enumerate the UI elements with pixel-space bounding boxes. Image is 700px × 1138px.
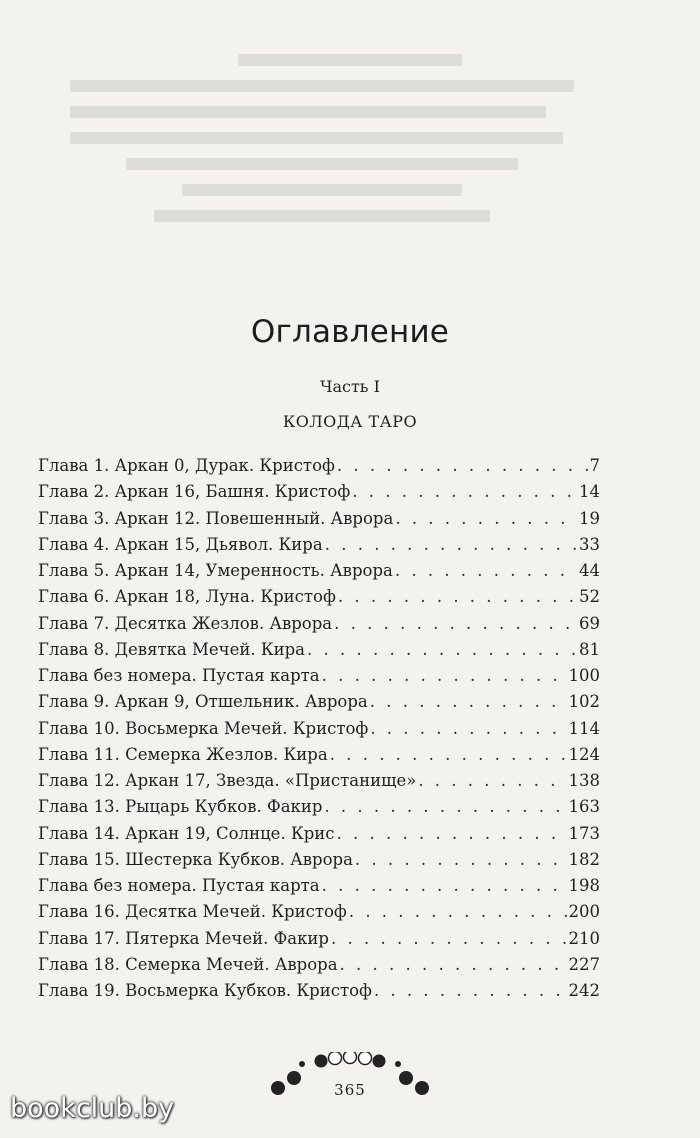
dot-leader bbox=[340, 955, 567, 974]
toc-entry bbox=[38, 587, 600, 613]
chapter-page: 33 bbox=[579, 534, 600, 554]
chapter-title: Глава 14. Аркан 19, Солнце. Крис bbox=[38, 823, 335, 843]
toc-entry bbox=[38, 902, 600, 928]
toc-entry bbox=[38, 955, 600, 981]
chapter-title: Глава без номера. Пустая карта bbox=[38, 666, 320, 685]
dot-leader bbox=[370, 692, 567, 711]
toc-entry bbox=[38, 640, 600, 666]
toc-entry bbox=[38, 535, 600, 561]
chapter-page: 200 bbox=[568, 902, 600, 922]
chapter-page: 19 bbox=[579, 508, 600, 528]
toc-entry bbox=[38, 850, 600, 876]
chapter-page: 182 bbox=[568, 849, 600, 869]
toc-entry bbox=[38, 509, 600, 535]
chapter-title: Глава 13. Рыцарь Кубков. Факир bbox=[38, 797, 323, 817]
chapter-title: Глава 10. Восьмерка Мечей. Кристоф bbox=[38, 718, 369, 738]
chapter-title: Глава 19. Восьмерка Кубков. Кристоф bbox=[38, 981, 372, 1000]
toc-entry bbox=[38, 561, 600, 587]
page-number: 365 bbox=[334, 1081, 366, 1099]
dot-leader bbox=[322, 666, 567, 685]
toc-entry bbox=[38, 614, 600, 640]
dot-leader bbox=[395, 561, 577, 580]
chapter-title: Глава 17. Пятерка Мечей. Факир bbox=[38, 928, 329, 948]
chapter-page: 227 bbox=[568, 954, 600, 974]
dot-leader bbox=[330, 745, 567, 764]
chapter-title: Глава 5. Аркан 14, Умеренность. Аврора bbox=[38, 561, 393, 580]
dot-leader bbox=[355, 850, 567, 869]
dot-leader bbox=[322, 876, 567, 895]
chapter-title: Глава 6. Аркан 18, Луна. Кристоф bbox=[38, 587, 336, 607]
toc-entry bbox=[38, 482, 600, 508]
chapter-title: Глава 4. Аркан 15, Дьявол. Кира bbox=[38, 534, 323, 554]
chapter-title: Глава 15. Шестерка Кубков. Аврора bbox=[38, 849, 353, 869]
chapter-title: Глава 2. Аркан 16, Башня. Кристоф bbox=[38, 482, 351, 502]
chapter-page: 173 bbox=[568, 823, 600, 843]
chapter-page: 138 bbox=[568, 771, 600, 790]
chapter-title: Глава 9. Аркан 9, Отшельник. Аврора bbox=[38, 692, 368, 712]
toc-entry bbox=[38, 876, 600, 902]
dot-leader bbox=[370, 719, 566, 738]
chapter-page: 81 bbox=[579, 639, 600, 659]
toc-entry bbox=[38, 797, 600, 823]
chapter-title: Глава 8. Девятка Мечей. Кира bbox=[38, 639, 305, 659]
dot-leader bbox=[337, 456, 588, 475]
site-watermark: bookclub.by bbox=[10, 1093, 175, 1124]
chapter-title: Глава 11. Семерка Жезлов. Кира bbox=[38, 744, 328, 764]
toc-entry bbox=[38, 824, 600, 850]
chapter-page: 52 bbox=[579, 587, 600, 607]
dot-leader bbox=[338, 587, 577, 606]
dot-leader bbox=[374, 981, 567, 1000]
section-heading: КОЛОДА ТАРО bbox=[282, 412, 418, 431]
chapter-page: 7 bbox=[589, 456, 600, 475]
dot-leader bbox=[418, 771, 566, 790]
chapter-page: 242 bbox=[568, 981, 600, 1000]
dot-leader bbox=[331, 929, 567, 948]
toc-entry bbox=[38, 456, 600, 482]
chapter-page: 69 bbox=[579, 613, 600, 633]
chapter-page: 100 bbox=[568, 666, 600, 685]
reverse-side-bleed-through bbox=[70, 40, 630, 460]
chapter-title: Глава 3. Аркан 12. Повешенный. Аврора bbox=[38, 508, 394, 528]
chapter-page: 124 bbox=[568, 744, 600, 764]
toc-entry bbox=[38, 666, 600, 692]
chapter-page: 14 bbox=[579, 482, 600, 502]
chapter-title: Глава 12. Аркан 17, Звезда. «Пристанище» bbox=[38, 771, 417, 790]
chapter-title: Глава без номера. Пустая карта bbox=[38, 876, 320, 895]
dot-leader bbox=[337, 824, 567, 843]
dot-leader bbox=[352, 482, 577, 501]
chapter-page: 114 bbox=[568, 718, 600, 738]
toc-entry bbox=[38, 929, 600, 955]
toc-entry bbox=[38, 981, 600, 1007]
toc-entry bbox=[38, 719, 600, 745]
chapter-title: Глава 16. Десятка Мечей. Кристоф bbox=[38, 902, 347, 922]
chapter-title: Глава 18. Семерка Мечей. Аврора bbox=[38, 954, 338, 974]
part-heading: Часть I bbox=[320, 377, 380, 396]
chapter-page: 210 bbox=[568, 928, 600, 948]
dot-leader bbox=[395, 509, 577, 528]
toc-entry bbox=[38, 692, 600, 718]
chapter-page: 102 bbox=[568, 692, 600, 712]
dot-leader bbox=[334, 614, 577, 633]
chapter-page: 163 bbox=[568, 797, 600, 817]
toc-entry bbox=[38, 745, 600, 771]
toc-entry bbox=[38, 771, 600, 797]
dot-leader bbox=[324, 797, 566, 816]
chapter-page: 44 bbox=[579, 561, 600, 580]
chapter-title: Глава 7. Десятка Жезлов. Аврора bbox=[38, 613, 333, 633]
page-title: Оглавление bbox=[250, 313, 450, 350]
chapter-title: Глава 1. Аркан 0, Дурак. Кристоф bbox=[38, 456, 335, 475]
table-of-contents bbox=[38, 456, 600, 1007]
chapter-page: 198 bbox=[568, 876, 600, 895]
dot-leader bbox=[349, 902, 567, 921]
dot-leader bbox=[325, 535, 577, 554]
dot-leader bbox=[307, 640, 577, 659]
